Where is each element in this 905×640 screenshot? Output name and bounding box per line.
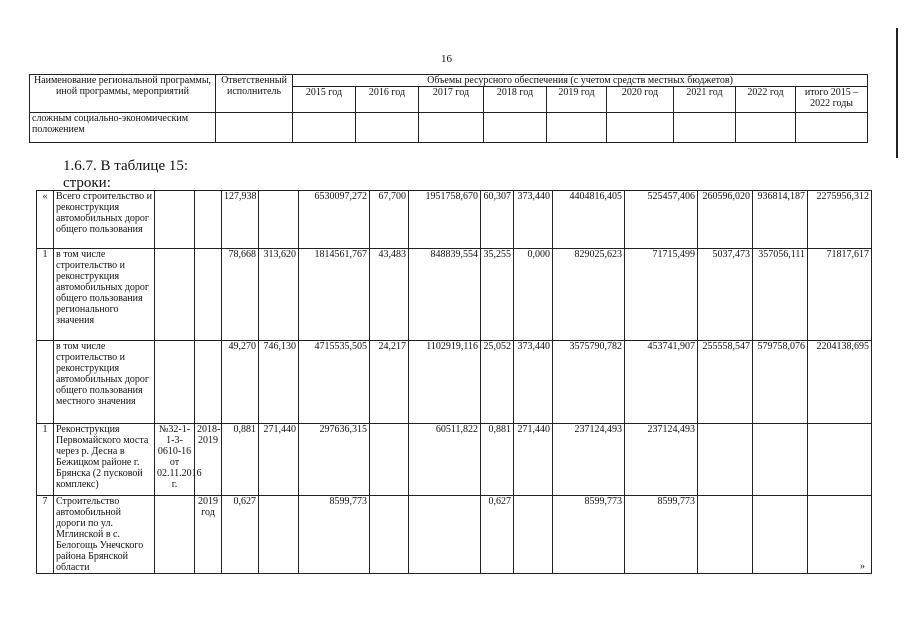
value-cell: 271,440 (259, 424, 299, 496)
year-header: 2022 год (736, 87, 796, 113)
value-cell: 1951758,670 (409, 191, 481, 249)
value-cell: 237124,493 (553, 424, 625, 496)
value-cell (753, 424, 808, 496)
program-cell: сложным социально-экономическим положением (30, 113, 216, 143)
value-cell: 260596,020 (698, 191, 753, 249)
value-cell: 1102919,116 (409, 341, 481, 424)
page-number: 16 (441, 53, 452, 65)
year-header: 2019 год (547, 87, 607, 113)
value-cell: 60,307 (481, 191, 514, 249)
row-period (195, 249, 222, 341)
value-cell: 2204138,695 (808, 341, 872, 424)
value-cell: 8599,773 (299, 496, 370, 574)
value-cell: 8599,773 (553, 496, 625, 574)
value-cell: 579758,076 (753, 341, 808, 424)
value-cell: 0,881 (222, 424, 259, 496)
value-cell: 67,700 (370, 191, 409, 249)
value-cell: 829025,623 (553, 249, 625, 341)
value-cell: 848839,554 (409, 249, 481, 341)
value-cell: 357056,111 (753, 249, 808, 341)
row-name: Реконструкция Первомайского моста через р. Десна в Бежицком районе г. Брянска (2 пусковой комплекс) (54, 424, 155, 496)
value-cell: 373,440 (514, 191, 553, 249)
value-cell: 0,000 (514, 249, 553, 341)
row-document (155, 249, 195, 341)
value-cell: 1814561,767 (299, 249, 370, 341)
value-cell: 271,440 (514, 424, 553, 496)
row-number: « (37, 191, 54, 249)
value-cell: 49,270 (222, 341, 259, 424)
row-name: в том числе строительство и реконструкция автомобильных дорог общего пользования регионального значения (54, 249, 155, 341)
row-number (37, 341, 54, 424)
row-number: 1 (37, 249, 54, 341)
rows-table (36, 190, 872, 574)
value-cell: 71817,617 (808, 249, 872, 341)
col-responsible-header: Ответственный исполнитель (216, 75, 293, 113)
heading-line: строки: (63, 175, 111, 191)
table-row (37, 424, 872, 496)
value-cell (808, 424, 872, 496)
col-program-header: Наименование региональной программы, иной программы, мероприятий (30, 75, 216, 113)
row-name: Строительство автомобильной дороги по ул. Мглинской в с. Белогощь Унечского района Брянской области (54, 496, 155, 574)
value-cell (698, 496, 753, 574)
margin-rule (896, 28, 898, 158)
value-cell: 4715535,505 (299, 341, 370, 424)
value-cell: 71715,499 (625, 249, 698, 341)
value-cell (698, 424, 753, 496)
value-cell: 5037,473 (698, 249, 753, 341)
value-cell: 746,130 (259, 341, 299, 424)
value-cell (370, 424, 409, 496)
value-cell: 2275956,312 (808, 191, 872, 249)
value-cell (259, 191, 299, 249)
year-header: 2021 год (674, 87, 736, 113)
table-row (37, 341, 872, 424)
year-header: 2016 год (356, 87, 419, 113)
value-cell (259, 496, 299, 574)
row-document (155, 496, 195, 574)
year-header: 2017 год (419, 87, 484, 113)
value-cell: 127,938 (222, 191, 259, 249)
table-row (37, 496, 872, 574)
year-header: 2020 год (607, 87, 674, 113)
value-cell (409, 496, 481, 574)
row-number: 7 (37, 496, 54, 574)
value-cell: 0,627 (481, 496, 514, 574)
row-document (155, 341, 195, 424)
value-cell: 0,627 (222, 496, 259, 574)
row-period (195, 191, 222, 249)
heading-line: 1.6.7. В таблице 15: (63, 158, 189, 174)
value-cell: 3575790,782 (553, 341, 625, 424)
value-cell: 25,052 (481, 341, 514, 424)
section-heading (63, 158, 188, 192)
value-cell: 255558,547 (698, 341, 753, 424)
table-row (37, 191, 872, 249)
header-table (29, 74, 868, 143)
row-name: Всего строительство и реконструкция автомобильных дорог общего пользования (54, 191, 155, 249)
row-number: 1 (37, 424, 54, 496)
value-cell (370, 496, 409, 574)
value-cell: 373,440 (514, 341, 553, 424)
value-cell: 8599,773 (625, 496, 698, 574)
value-cell (753, 496, 808, 574)
value-cell: 43,483 (370, 249, 409, 341)
table-row (37, 249, 872, 341)
value-cell: 313,620 (259, 249, 299, 341)
value-cell: 4404816,405 (553, 191, 625, 249)
value-cell: 6530097,272 (299, 191, 370, 249)
value-cell: 60511,822 (409, 424, 481, 496)
value-cell: 453741,907 (625, 341, 698, 424)
value-cell (514, 496, 553, 574)
value-cell: 35,255 (481, 249, 514, 341)
value-cell: 237124,493 (625, 424, 698, 496)
year-header: 2015 год (293, 87, 356, 113)
value-cell: 0,881 (481, 424, 514, 496)
row-document: №32-1-1-3-0610-16 от 02.11.2016 г. (155, 424, 195, 496)
value-cell: 297636,315 (299, 424, 370, 496)
value-cell: 24,217 (370, 341, 409, 424)
row-document (155, 191, 195, 249)
value-cell: 78,668 (222, 249, 259, 341)
row-period: 2018-2019 (195, 424, 222, 496)
value-cell: 936814,187 (753, 191, 808, 249)
year-header: 2018 год (484, 87, 547, 113)
row-period (195, 341, 222, 424)
year-header: итого 2015 – 2022 годы (796, 87, 868, 113)
closing-quote: » (860, 561, 865, 572)
row-period: 2019 год (195, 496, 222, 574)
value-cell: 525457,406 (625, 191, 698, 249)
row-name: в том числе строительство и реконструкция автомобильных дорог общего пользования местного значения (54, 341, 155, 424)
col-volumes-header: Объемы ресурсного обеспечения (с учетом средств местных бюджетов) (293, 75, 868, 87)
